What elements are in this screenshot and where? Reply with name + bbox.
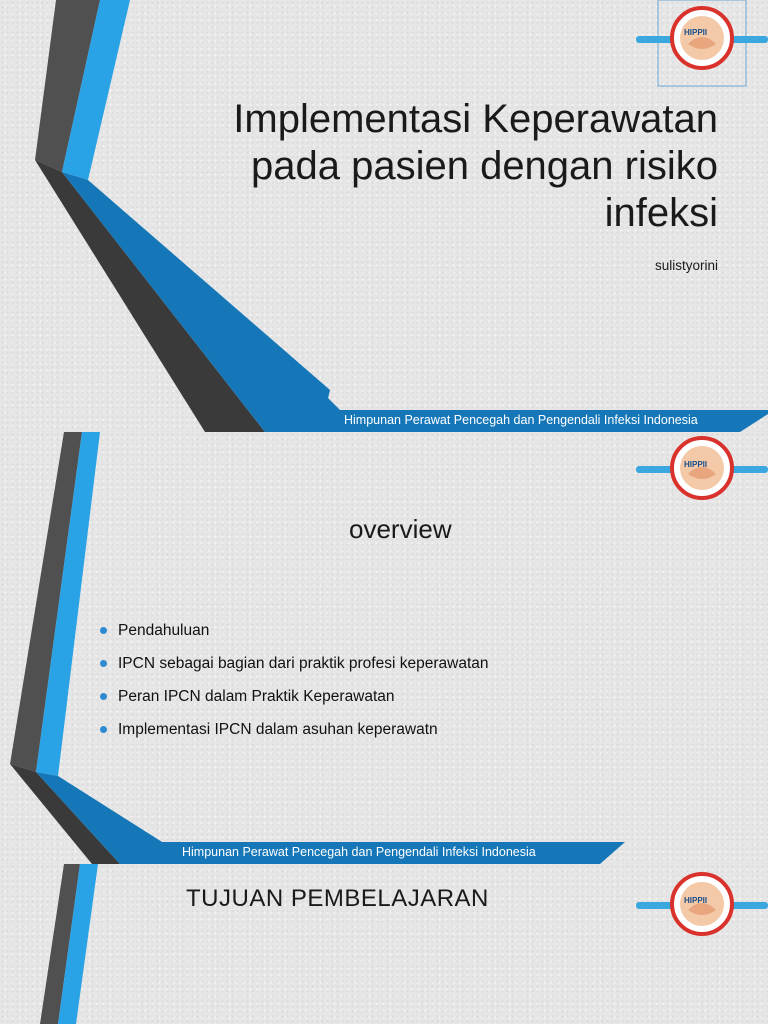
- bullet-dot-icon: [100, 627, 107, 634]
- slide-title: TUJUAN PEMBELAJARAN: [186, 885, 489, 912]
- bullet-item: Implementasi IPCN dalam asuhan keperawatn: [100, 719, 489, 752]
- footer-text: Himpunan Perawat Pencegah dan Pengendali Infeksi Indonesia: [182, 845, 536, 859]
- logo-text: HIPPII: [684, 28, 708, 37]
- slide-1[interactable]: [0, 0, 768, 432]
- bullet-dot-icon: [100, 726, 107, 733]
- bullet-item: Peran IPCN dalam Praktik Keperawatan: [100, 686, 489, 719]
- bullet-item: IPCN sebagai bagian dari praktik profesi keperawatan: [100, 653, 489, 686]
- logo-text: HIPPII: [684, 460, 708, 469]
- bullet-item: Pendahuluan: [100, 620, 489, 653]
- slide-title: Implementasi Keperawatan pada pasien dengan risiko infeksi: [233, 97, 718, 235]
- bullet-list: [100, 620, 489, 752]
- logo-text: HIPPII: [684, 896, 708, 905]
- bullet-dot-icon: [100, 660, 107, 667]
- footer-text: Himpunan Perawat Pencegah dan Pengendali Infeksi Indonesia: [344, 413, 698, 427]
- bullet-dot-icon: [100, 693, 107, 700]
- slide-title: overview: [349, 514, 452, 544]
- slide-subtitle: sulistyorini: [654, 258, 718, 273]
